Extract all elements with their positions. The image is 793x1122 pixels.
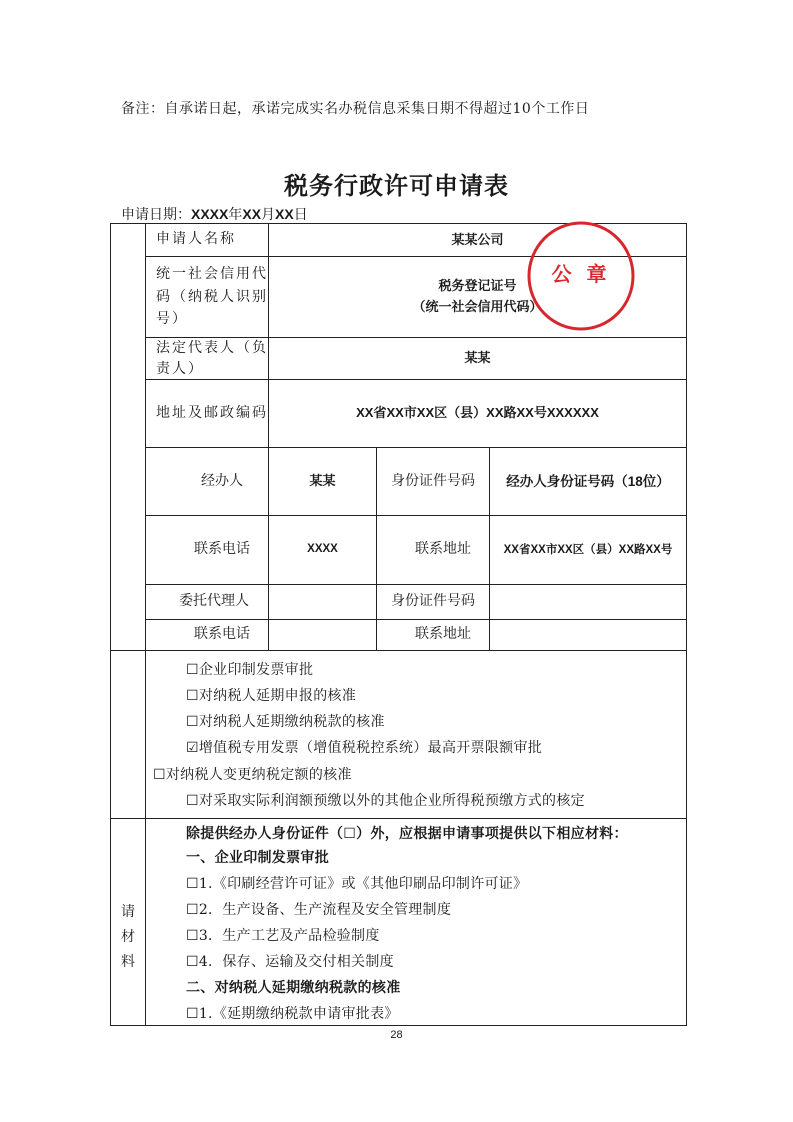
- option-income-tax-prepayment[interactable]: [186, 790, 585, 810]
- option-quota-change[interactable]: [153, 764, 352, 784]
- contact-address-value: XX省XX市XX区（县）XX路XX号: [503, 543, 673, 556]
- date-month-unit: 月: [261, 207, 276, 223]
- handler-id-label: 身份证件号码: [391, 472, 475, 489]
- option-label: 对采取实际利润额预缴以外的其他企业所得税预缴方式的核定: [198, 793, 585, 809]
- material-item[interactable]: ☐1.《延期缴纳税款申请审批表》: [186, 1006, 399, 1022]
- option-label: 对纳税人变更纳税定额的核准: [165, 767, 352, 783]
- checkbox-icon[interactable]: ☐: [153, 767, 166, 783]
- checkbox-icon[interactable]: ☐: [186, 714, 199, 730]
- agent-address-value[interactable]: [490, 620, 686, 650]
- table-border-left: [110, 223, 111, 1026]
- address-label: 地址及邮政编码: [156, 404, 268, 421]
- application-date: [121, 204, 308, 224]
- checkbox-icon[interactable]: ☐: [186, 793, 199, 809]
- handler-id-value: 经办人身份证号码（18位）: [506, 473, 670, 489]
- checked-checkbox-icon[interactable]: ☑: [186, 740, 199, 756]
- agent-label: 委托代理人: [179, 593, 249, 610]
- table-border-right: [686, 223, 687, 1026]
- option-label: 企业印制发票审批: [198, 662, 314, 678]
- option-deferred-filing[interactable]: [186, 685, 356, 705]
- contact-address-label: 联系地址: [415, 541, 471, 558]
- agent-phone-label: 联系电话: [194, 626, 250, 643]
- page-number: 28: [390, 1029, 403, 1041]
- agent-id-label: 身份证件号码: [391, 593, 475, 610]
- option-label: 增值税专用发票（增值税税控系统）最高开票限额审批: [198, 740, 543, 756]
- section-line: [110, 818, 687, 819]
- agent-address-label: 联系地址: [415, 626, 471, 643]
- phone-value: XXXX: [307, 543, 338, 556]
- table-border-bottom: [110, 1025, 687, 1026]
- material-item[interactable]: ☐4．保存、运输及交付相关制度: [186, 954, 394, 970]
- credit-code-label: 统一社会信用代码（纳税人识别号）: [156, 266, 268, 328]
- materials-intro: 除提供经办人身份证件（☐）外，应根据申请事项提供以下相应材料：: [186, 826, 628, 842]
- phone-label: 联系电话: [194, 541, 250, 558]
- applicant-name-value: 某某公司: [451, 231, 504, 247]
- date-month: XX: [242, 206, 262, 222]
- company-seal: [525, 220, 637, 332]
- agent-phone-value[interactable]: [269, 620, 376, 650]
- address-value: XX省XX市XX区（县）XX路XX号XXXXXX: [356, 405, 599, 421]
- option-label: 对纳税人延期缴纳税款的核准: [198, 714, 385, 730]
- legal-rep-label: 法定代表人（负责人）: [156, 340, 268, 377]
- handler-label: 经办人: [201, 472, 243, 489]
- materials-section-heading: 二、对纳税人延期缴纳税款的核准: [186, 980, 401, 996]
- applicant-name-label: 申请人名称: [156, 231, 236, 248]
- legal-rep-value: 某某: [464, 350, 491, 366]
- agent-value[interactable]: [269, 585, 376, 619]
- handler-value: 某某: [309, 473, 336, 489]
- date-day-unit: 日: [293, 207, 308, 223]
- material-item[interactable]: ☐1.《印刷经营许可证》或《其他印刷品印制许可证》: [186, 876, 528, 892]
- checkbox-icon[interactable]: ☐: [186, 662, 199, 678]
- credit-code-value-line1: 税务登记证号: [438, 278, 517, 294]
- materials-side-label: 请 材 料: [121, 904, 135, 970]
- credit-code-value-line2: （统一社会信用代码）: [412, 299, 543, 314]
- material-item[interactable]: ☐3．生产工艺及产品检验制度: [186, 928, 380, 944]
- date-day: XX: [275, 206, 294, 222]
- seal-text: 公 章: [551, 262, 611, 286]
- option-invoice-printing[interactable]: [186, 659, 313, 679]
- form-title: 税务行政许可申请表: [284, 172, 509, 200]
- note-text: 备注：自承诺日起，承诺完成实名办税信息采集日期不得超过10个工作日: [121, 101, 590, 117]
- section-line: [110, 650, 687, 651]
- materials-section-heading: 一、企业印制发票审批: [186, 850, 329, 866]
- material-item[interactable]: ☐2．生产设备、生产流程及安全管理制度: [186, 902, 452, 918]
- option-vat-invoice-limit[interactable]: [186, 737, 542, 757]
- agent-id-value[interactable]: [490, 585, 686, 619]
- date-year-unit: 年: [228, 207, 243, 223]
- application-date-label: 申请日期：: [121, 207, 191, 223]
- date-year: XXXX: [191, 206, 229, 222]
- option-deferred-payment[interactable]: [186, 711, 385, 731]
- checkbox-icon[interactable]: ☐: [186, 688, 199, 704]
- option-label: 对纳税人延期申报的核准: [198, 688, 357, 704]
